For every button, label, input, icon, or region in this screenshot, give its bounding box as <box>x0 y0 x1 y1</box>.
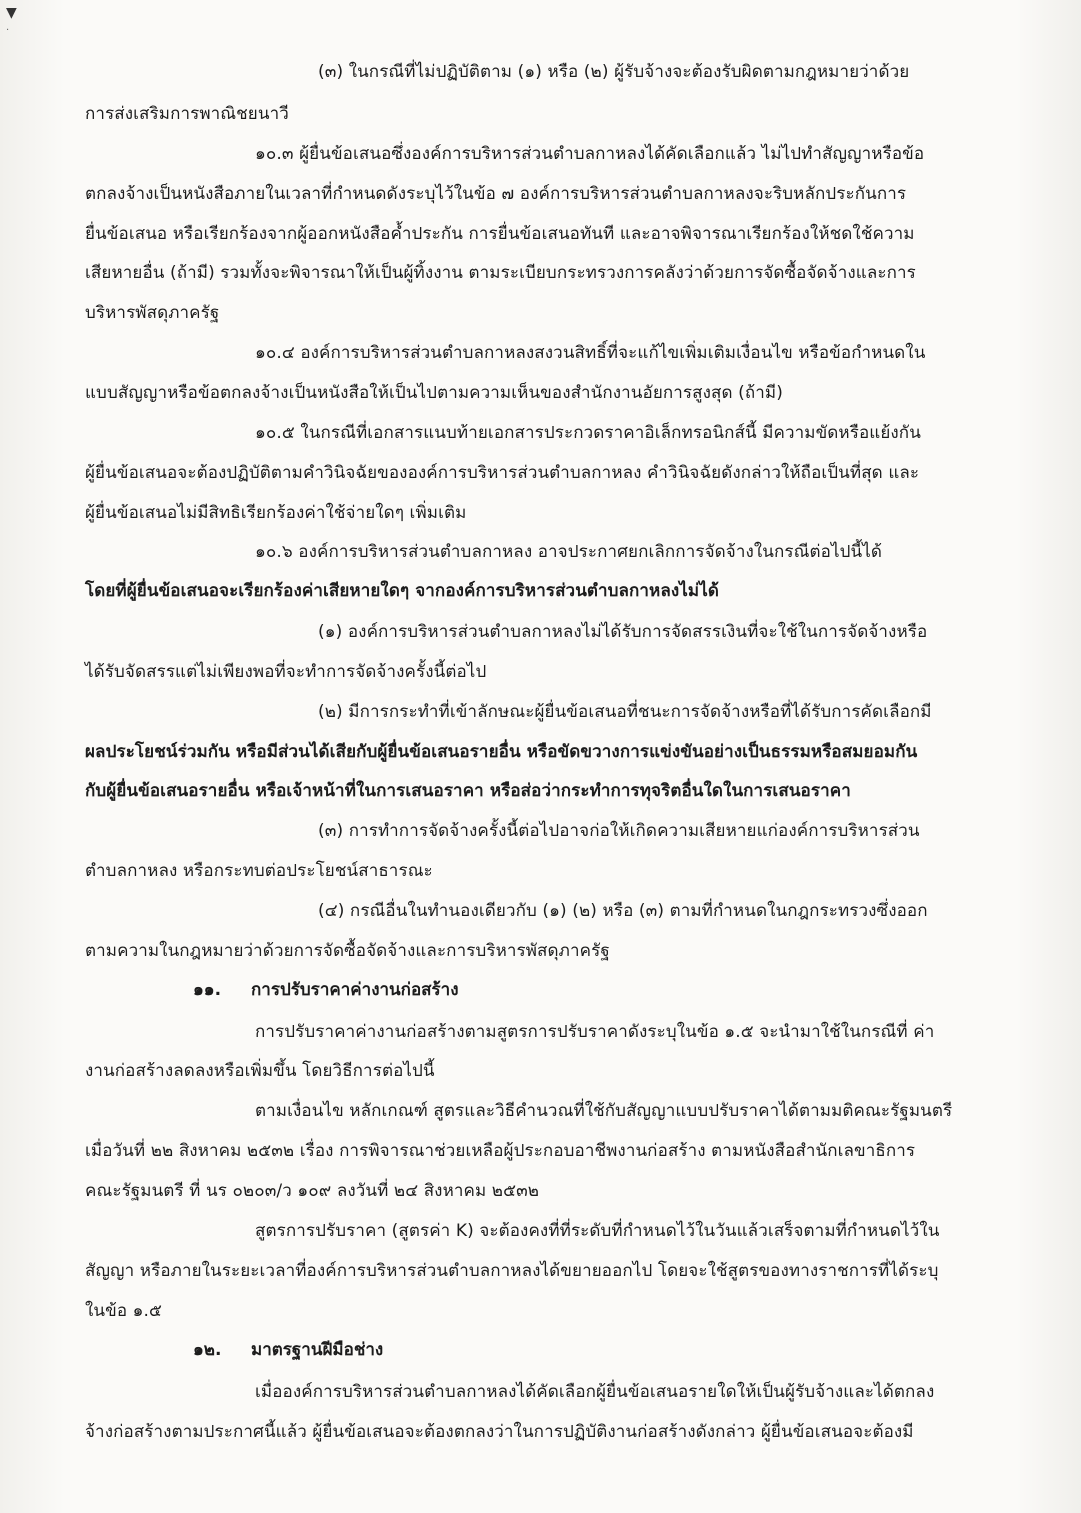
text-line: ผู้ยื่นข้อเสนอจะต้องปฏิบัติตามคำวินิจฉัยขององค์การบริหารส่วนตำบลกาหลง คำวินิจฉัยดังกล่าวให้ถือเป็นที่สุด และ <box>85 463 920 483</box>
text-line: จ้างก่อสร้างตามประกาศนี้แล้ว ผู้ยื่นข้อเสนอจะต้องตกลงว่าในการปฏิบัติงานก่อสร้างดังกล่าว ผู้ยื่นข้อเสนอจะต้องมี <box>85 1422 914 1442</box>
text-line: การส่งเสริมการพาณิชยนาวี <box>85 104 289 124</box>
corner-arrow-icon: ▼ <box>6 5 17 21</box>
section-number: ๑๑. <box>193 980 222 1000</box>
text-line: ตำบลกาหลง หรือกระทบต่อประโยชน์สาธารณะ <box>85 861 433 881</box>
text-line: ๑๐.๓ ผู้ยื่นข้อเสนอซึ่งองค์การบริหารส่วนตำบลกาหลงได้คัดเลือกแล้ว ไม่ไปทำสัญญาหรือข้อ <box>255 144 925 164</box>
text-line: (๑) องค์การบริหารส่วนตำบลกาหลงไม่ได้รับการจัดสรรเงินที่จะใช้ในการจัดจ้างหรือ <box>318 622 928 642</box>
section-title: มาตรฐานฝีมือช่าง <box>251 1340 384 1360</box>
text-line: ตกลงจ้างเป็นหนังสือภายในเวลาที่กำหนดดังระบุไว้ในข้อ ๗ องค์การบริหารส่วนตำบลกาหลงจะริบหลักประกันการ <box>85 184 907 204</box>
text-line: (๓) การทำการจัดจ้างครั้งนี้ต่อไปอาจก่อให้เกิดความเสียหายแก่องค์การบริหารส่วน <box>318 821 920 841</box>
text-line: สูตรการปรับราคา (สูตรค่า K) จะต้องคงที่ที่ระดับที่กำหนดไว้ในวันแล้วเสร็จตามที่กำหนดไว้ใน <box>255 1221 940 1241</box>
text-line: การปรับราคาค่างานก่อสร้างตามสูตรการปรับราคาดังระบุในข้อ ๑.๕ จะนำมาใช้ในกรณีที่ ค่า <box>255 1022 935 1042</box>
text-line: งานก่อสร้างลดลงหรือเพิ่มขึ้น โดยวิธีการต่อไปนี้ <box>85 1061 435 1081</box>
text-line: (๓) ในกรณีที่ไม่ปฏิบัติตาม (๑) หรือ (๒) ผู้รับจ้างจะต้องรับผิดตามกฎหมายว่าด้วย <box>318 62 910 82</box>
text-line: แบบสัญญาหรือข้อตกลงจ้างเป็นหนังสือให้เป็นไปตามความเห็นของสำนักงานอัยการสูงสุด (ถ้ามี) <box>85 383 783 403</box>
text-line: ยื่นข้อเสนอ หรือเรียกร้องจากผู้ออกหนังสือค้ำประกัน การยื่นข้อเสนอทันที และอาจพิจารณาเรียกร้องให้ชดใช้ความ <box>85 224 915 244</box>
text-line: เสียหายอื่น (ถ้ามี) รวมทั้งจะพิจารณาให้เป็นผู้ทิ้งงาน ตามระเบียบกระทรวงการคลังว่าด้วยการจัดซื้อจัดจ้างและการ <box>85 263 916 283</box>
text-line: ตามความในกฎหมายว่าด้วยการจัดซื้อจัดจ้างและการบริหารพัสดุภาครัฐ <box>85 941 610 961</box>
text-line: สัญญา หรือภายในระยะเวลาที่องค์การบริหารส่วนตำบลกาหลงได้ขยายออกไป โดยจะใช้สูตรของทางราชการที่ได้ระบุ <box>85 1261 939 1281</box>
section-title: การปรับราคาค่างานก่อสร้าง <box>251 980 459 1000</box>
text-line: ได้รับจัดสรรแต่ไม่เพียงพอที่จะทำการจัดจ้างครั้งนี้ต่อไป <box>85 662 487 682</box>
scan-dot-mark: · <box>6 25 10 36</box>
text-line: คณะรัฐมนตรี ที่ นร ๐๒๐๓/ว ๑๐๙ ลงวันที่ ๒๔ สิงหาคม ๒๕๓๒ <box>85 1181 540 1201</box>
text-line: เมื่อวันที่ ๒๒ สิงหาคม ๒๕๓๒ เรื่อง การพิจารณาช่วยเหลือผู้ประกอบอาชีพงานก่อสร้าง ตามหนังสือสำนักเลขาธิการ <box>85 1141 916 1161</box>
text-line: ตามเงื่อนไข หลักเกณฑ์ สูตรและวิธีคำนวณที่ใช้กับสัญญาแบบปรับราคาได้ตามมติคณะรัฐมนตรี <box>255 1101 953 1121</box>
text-line: ผลประโยชน์ร่วมกัน หรือมีส่วนได้เสียกับผู้ยื่นข้อเสนอรายอื่น หรือขัดขวางการแข่งขันอย่างเป็นธรรมหรือสมยอมกัน <box>85 742 918 762</box>
section-number: ๑๒. <box>193 1340 222 1360</box>
text-line: ผู้ยื่นข้อเสนอไม่มีสิทธิเรียกร้องค่าใช้จ่ายใดๆ เพิ่มเติม <box>85 503 467 523</box>
text-line: ๑๐.๔ องค์การบริหารส่วนตำบลกาหลงสงวนสิทธิ์ที่จะแก้ไขเพิ่มเติมเงื่อนไข หรือข้อกำหนดใน <box>255 343 926 363</box>
text-line: (๒) มีการกระทำที่เข้าลักษณะผู้ยื่นข้อเสนอที่ชนะการจัดจ้างหรือที่ได้รับการคัดเลือกมี <box>318 702 932 722</box>
text-line: ในข้อ ๑.๕ <box>85 1301 163 1321</box>
text-line: โดยที่ผู้ยื่นข้อเสนอจะเรียกร้องค่าเสียหายใดๆ จากองค์การบริหารส่วนตำบลกาหลงไม่ได้ <box>85 581 720 601</box>
text-line: ๑๐.๖ องค์การบริหารส่วนตำบลกาหลง อาจประกาศยกเลิกการจัดจ้างในกรณีต่อไปนี้ได้ <box>255 542 882 562</box>
text-line: ๑๐.๕ ในกรณีที่เอกสารแนบท้ายเอกสารประกวดราคาอิเล็กทรอนิกส์นี้ มีความขัดหรือแย้งกัน <box>255 423 921 443</box>
text-line: (๔) กรณีอื่นในทำนองเดียวกับ (๑) (๒) หรือ (๓) ตามที่กำหนดในกฎกระทรวงซึ่งออก <box>318 901 928 921</box>
text-line: บริหารพัสดุภาครัฐ <box>85 303 220 323</box>
text-line: กับผู้ยื่นข้อเสนอรายอื่น หรือเจ้าหน้าที่ในการเสนอราคา หรือส่อว่ากระทำการทุจริตอื่นใดในการเสนอราคา <box>85 781 851 801</box>
text-line: เมื่อองค์การบริหารส่วนตำบลกาหลงได้คัดเลือกผู้ยื่นข้อเสนอรายใดให้เป็นผู้รับจ้างและได้ตกลง <box>255 1382 935 1402</box>
